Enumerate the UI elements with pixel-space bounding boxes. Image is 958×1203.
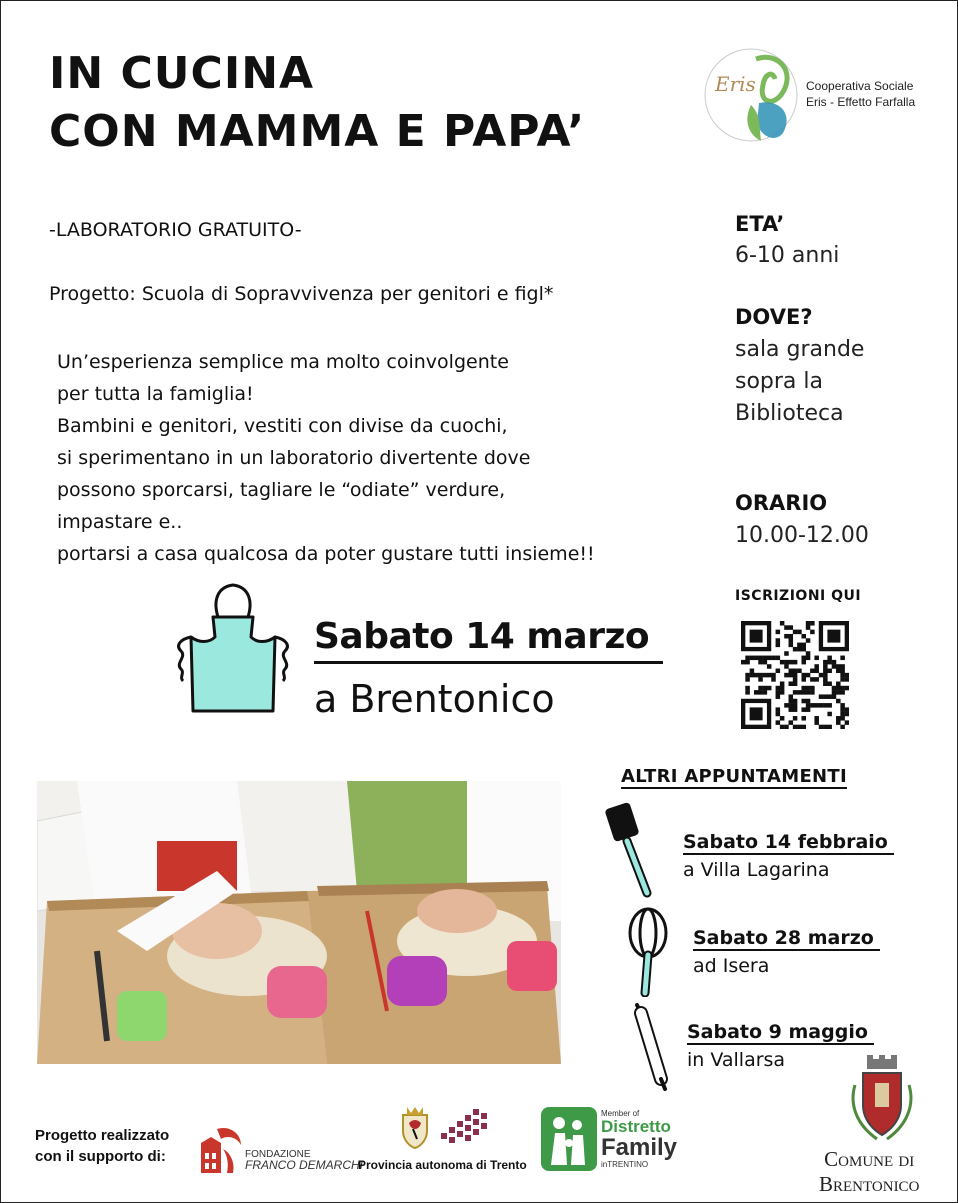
- spatula-icon: [603, 801, 663, 901]
- description-line: Bambini e genitori, vestiti con divise da cuochi,: [57, 415, 508, 437]
- event-item: [693, 927, 880, 977]
- fondazione-name: [245, 1149, 363, 1171]
- fondazione-line: FONDAZIONE: [245, 1149, 311, 1160]
- where-value: [735, 334, 864, 430]
- event-item: [683, 831, 894, 881]
- rolling-pin-icon: [625, 999, 675, 1095]
- description-line: Un’esperienza semplice ma molto coinvolgente: [57, 351, 509, 373]
- age-label: ETA’: [735, 212, 785, 236]
- provincia-logo-icon: [439, 1107, 491, 1147]
- family-line-2: Family: [601, 1134, 678, 1161]
- eris-logo: [701, 45, 801, 145]
- description-line: portarsi a casa qualcosa da poter gustare tutti insieme!!: [57, 543, 595, 565]
- event-date: Sabato 14 febbraio: [683, 831, 894, 855]
- description: [57, 346, 707, 570]
- event-place: in Vallarsa: [687, 1049, 786, 1071]
- comune-coat-of-arms-icon: [847, 1055, 917, 1143]
- page-title: [49, 45, 585, 161]
- org-name-line-2: Eris - Effetto Farfalla: [806, 95, 916, 109]
- fondazione-logo: [197, 1123, 245, 1177]
- comune-name: [819, 1147, 919, 1197]
- whisk-icon: [623, 907, 673, 997]
- event-item: [687, 1021, 874, 1071]
- kitchen-workshop-photo: [37, 781, 561, 1064]
- apron-icon: [171, 581, 295, 717]
- registration-label: ISCRIZIONI QUI: [735, 588, 862, 604]
- comune-line-2: Brentonico: [819, 1172, 920, 1196]
- org-name: [806, 78, 915, 110]
- org-name-line-1: Cooperativa Sociale: [806, 79, 914, 93]
- support-line: Progetto realizzato: [35, 1127, 170, 1144]
- family-line-1: Distretto: [601, 1117, 671, 1136]
- event-date: Sabato 28 marzo: [693, 927, 880, 951]
- project-name: Progetto: Scuola di Sopravvivenza per genitori e figl*: [49, 283, 554, 305]
- where-line: Biblioteca: [735, 401, 844, 426]
- eris-logo-text: Eris: [715, 72, 756, 96]
- subtitle: -LABORATORIO GRATUITO-: [49, 219, 302, 241]
- where-label: DOVE?: [735, 305, 813, 329]
- event-date: Sabato 9 maggio: [687, 1021, 874, 1045]
- fondazione-line: FRANCO DEMARCHI: [245, 1158, 364, 1172]
- qr-code[interactable]: [741, 621, 849, 729]
- support-line: con il supporto di:: [35, 1148, 166, 1165]
- title-line-2: CON MAMMA E PAPA’: [49, 106, 586, 157]
- family-district-logo: [541, 1107, 597, 1171]
- main-event-date: Sabato 14 marzo: [314, 613, 663, 664]
- event-place: a Villa Lagarina: [683, 859, 830, 881]
- time-value: 10.00-12.00: [735, 523, 869, 548]
- support-text: [35, 1125, 169, 1167]
- main-event-place: a Brentonico: [314, 677, 555, 721]
- title-line-1: IN CUCINA: [49, 48, 315, 99]
- other-events-title: ALTRI APPUNTAMENTI: [621, 766, 847, 787]
- age-value: 6-10 anni: [735, 243, 840, 268]
- provincia-name: Provincia autonoma di Trento: [358, 1158, 527, 1172]
- family-member-label: Member of: [601, 1109, 640, 1118]
- where-line: sala grande: [735, 337, 865, 362]
- event-place: ad Isera: [693, 955, 770, 977]
- comune-line-1: Comune di: [824, 1147, 915, 1171]
- description-line: impastare e..: [57, 511, 183, 533]
- description-line: per tutta la famiglia!: [57, 383, 254, 405]
- time-label: ORARIO: [735, 491, 828, 515]
- description-line: si sperimentano in un laboratorio divertente dove: [57, 447, 531, 469]
- family-line-3: inTRENTINO: [601, 1160, 649, 1169]
- description-line: possono sporcarsi, tagliare le “odiate” verdure,: [57, 479, 506, 501]
- where-line: sopra la: [735, 369, 823, 394]
- trento-coat-of-arms-icon: [399, 1105, 431, 1149]
- family-district-name: [601, 1109, 677, 1169]
